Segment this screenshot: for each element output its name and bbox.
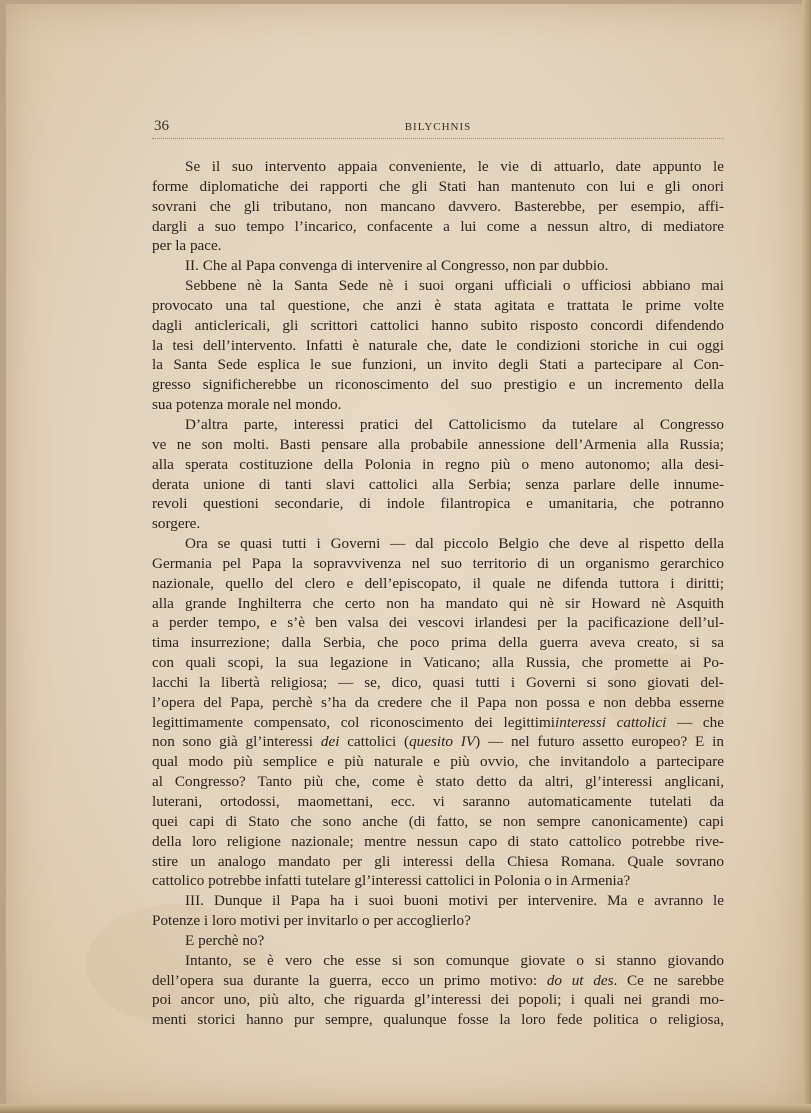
line-text: — che — [666, 713, 725, 731]
page-number: 36 — [154, 118, 169, 134]
text-line — [152, 475, 724, 495]
line-text: II. Che al Papa convenga di intervenire al Congresso, non par dubbio. — [185, 257, 609, 275]
text-line — [152, 931, 724, 951]
text-line — [152, 574, 724, 594]
line-text: Sebbene nè la Santa Sede nè i suoi organi ufficiali o ufficiosi abbiano mai — [185, 277, 724, 295]
text-line — [152, 514, 724, 534]
text-line — [152, 832, 724, 852]
text-line — [152, 236, 724, 256]
text-line — [152, 1010, 724, 1030]
text-line — [152, 951, 724, 971]
line-text: lacchi la libertà religiosa; — se, dico, quasi tutti i Governi si sono giovati del- — [152, 673, 724, 691]
line-text: E perchè no? — [185, 931, 265, 949]
running-head: BILYCHNIS — [404, 121, 472, 133]
line-text: poi ancor uno, più alto, che riguarda gl’interessi dei popoli; i quali nei grandi mo- — [152, 991, 724, 1009]
line-text: Potenze i loro motivi per invitarlo o per accoglierlo? — [152, 912, 471, 930]
text-line — [152, 971, 724, 991]
italic-text: quesito IV — [409, 733, 476, 751]
line-text: alla sperata costituzione della Polonia in regno più o meno autonomo; alla desi- — [152, 455, 724, 473]
text-line — [152, 594, 724, 614]
line-text: sovrani che gli tributano, non mancano davvero. Basterebbe, per esempio, affi- — [152, 197, 724, 215]
line-text: dell’opera sua durante la guerra, ecco un primo motivo: — [152, 971, 547, 989]
italic-text: dei — [320, 733, 340, 751]
line-text: Intanto, se è vero che esse si son comunque giovate o si stanno giovando — [185, 951, 724, 969]
line-text: Ora se quasi tutti i Governi — dal piccolo Belgio che deve al rispetto della — [185, 535, 724, 553]
line-text: per la pace. — [152, 237, 222, 255]
line-text: la tesi dell’intervento. Infatti è naturale che, date le condizioni storiche in cui oggi — [152, 336, 724, 354]
text-line — [152, 316, 724, 336]
text-line — [152, 792, 724, 812]
line-text: della loro religione nazionale; mentre nessun capo di stato cattolico potrebbe rive- — [152, 832, 724, 850]
line-text: l’opera del Papa, perchè s’ha da credere che il Papa non possa e non debba esserne — [152, 693, 724, 711]
line-text: III. Dunque il Papa ha i suoi buoni motivi per intervenire. Ma e avranno le — [185, 892, 724, 910]
line-text: sua potenza morale nel mondo. — [152, 396, 342, 414]
text-line — [152, 990, 724, 1010]
text-line — [152, 157, 724, 177]
body-text — [152, 157, 724, 1030]
text-line — [152, 197, 724, 217]
line-text: cattolico potrebbe infatti tutelare gl’interessi cattolici in Polonia o in Armenia? — [152, 872, 631, 890]
text-line — [152, 217, 724, 237]
line-text: Se il suo intervento appaia conveniente, le vie di attuarlo, date appunto le — [185, 158, 724, 175]
line-text: dargli a suo tempo l’incarico, confacente a lui come a nessun altro, di mediatore — [152, 217, 724, 235]
text-line — [152, 435, 724, 455]
text-line — [152, 336, 724, 356]
line-text: tima insurrezione; dalla Serbia, che poco prima della guerra aveva creato, si sa — [152, 634, 724, 652]
text-line — [152, 732, 724, 752]
line-text: gresso significherebbe un riconoscimento del suo prestigio e un incremento della — [152, 376, 724, 394]
italic-text: interessi cattolici — [555, 713, 667, 731]
text-line — [152, 911, 724, 931]
text-line — [152, 653, 724, 673]
text-line — [152, 415, 724, 435]
text-line — [152, 375, 724, 395]
line-text: dagli anticlericali, gli scrittori cattolici hanno subito risposto concordi difendendo — [152, 316, 724, 334]
line-text: menti storici hanno pur sempre, qualunque fosse la loro fede politica o religiosa, — [152, 1011, 724, 1029]
line-text: provocato una tal questione, che anzi è stata agitata e trattata le prime volte — [152, 296, 724, 314]
text-line — [152, 713, 724, 733]
text-line — [152, 871, 724, 891]
line-text: alla grande Inghilterra che certo non ha mandato qui nè sir Howard nè Asquith — [152, 594, 724, 612]
text-line — [152, 494, 724, 514]
line-text: a perder tempo, e s’è ben valsa dei vescovi irlandesi per la pacificazione dell’ul- — [152, 614, 724, 632]
text-line — [152, 455, 724, 475]
page-edge-right — [802, 0, 811, 1113]
line-text: ) — nel futuro assetto europeo? E in — [475, 733, 724, 751]
page-header — [152, 118, 724, 139]
text-line — [152, 256, 724, 276]
line-text: . Ce ne sarebbe — [613, 971, 724, 989]
text-line — [152, 534, 724, 554]
line-text: derata unione di tanti slavi cattolici alla Serbia; senza parlare delle innume- — [152, 475, 724, 493]
text-line — [152, 673, 724, 693]
text-line — [152, 395, 724, 415]
text-line — [152, 633, 724, 653]
text-line — [152, 177, 724, 197]
line-text: legittimamente compensato, col riconoscimento dei legittimi — [152, 713, 556, 731]
line-text: al Congresso? Tanto più che, come è stato detto da altri, gl’interessi anglicani, — [152, 773, 724, 791]
line-text: forme diplomatiche dei rapporti che gli Stati han mantenuto con lui e gli onori — [152, 177, 724, 195]
line-text: con quali scopi, la sua legazione in Vaticano; alla Russia, che promette ai Po- — [152, 654, 724, 672]
text-line — [152, 772, 724, 792]
line-text: Germania pel Papa la sopravvivenza nel suo territorio di un organismo gerarchico — [152, 554, 724, 572]
page-edge-bottom — [0, 1104, 811, 1113]
italic-text: do ut des — [546, 971, 614, 989]
line-text: cattolici ( — [339, 733, 410, 751]
text-line — [152, 613, 724, 633]
line-text: revoli questioni secondarie, di indole filantropica e umanitaria, che potranno — [152, 495, 724, 513]
text-line — [152, 752, 724, 772]
line-text: sorgere. — [152, 515, 201, 533]
line-text: qual modo più semplice e più naturale e più ovvio, che invitandolo a partecipare — [152, 753, 724, 771]
text-line — [152, 852, 724, 872]
text-line — [152, 891, 724, 911]
line-text: nazionale, quello del clero e dell’episcopato, il quale ne difenda tuttora i diritti; — [152, 574, 724, 592]
text-line — [152, 296, 724, 316]
line-text: luterani, ortodossi, maomettani, ecc. vi saranno automaticamente tutelati da — [152, 793, 724, 810]
text-line — [152, 276, 724, 296]
line-text: la Santa Sede esplica le sue funzioni, un invito degli Stati a partecipare al Con- — [152, 356, 724, 374]
text-line — [152, 355, 724, 375]
line-text: non sono già gl’interessi — [152, 733, 321, 751]
text-line — [152, 812, 724, 832]
line-text: ve ne son molti. Basti pensare alla probabile annessione dell’Armenia alla Russia; — [152, 435, 724, 453]
line-text: quei capi di Stato che sono anche (di fatto, se non sempre canonicamente) capi — [152, 812, 724, 830]
line-text: stire un analogo mandato per gli interessi della Chiesa Romana. Quale sovrano — [152, 852, 724, 870]
text-line — [152, 693, 724, 713]
line-text: D’altra parte, interessi pratici del Cattolicismo da tutelare al Congresso — [185, 415, 724, 433]
text-line — [152, 554, 724, 574]
